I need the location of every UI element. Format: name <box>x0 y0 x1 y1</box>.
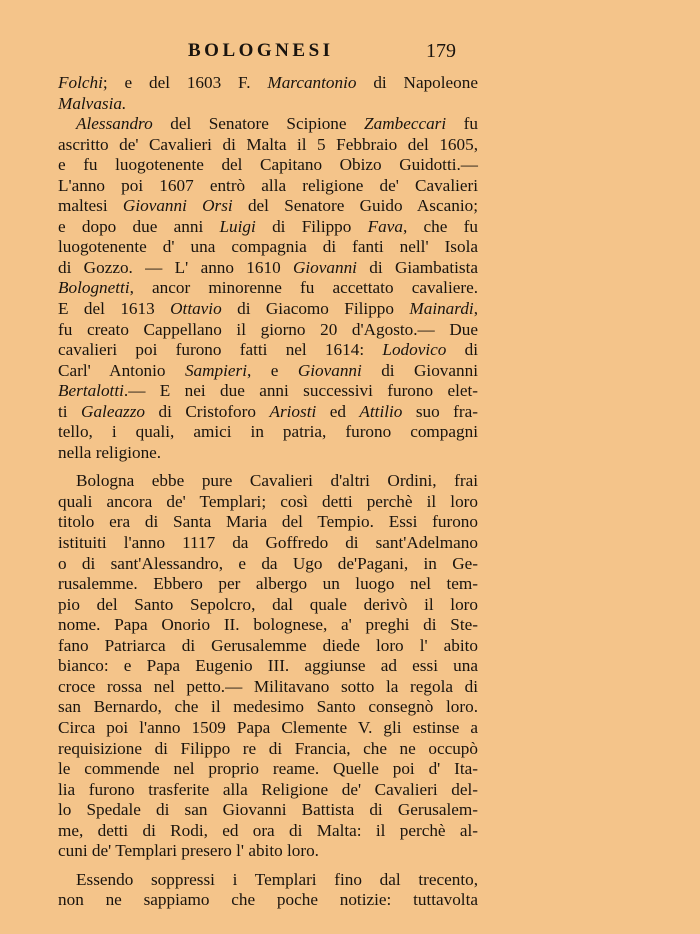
text-segment: luogotenente d' una compagnia di fanti nell' Isola <box>58 237 478 257</box>
text-segment: , e <box>247 360 298 380</box>
page-number: 179 <box>426 40 456 62</box>
text-segment: ascritto de' Cavalieri di Malta il 5 Febbraio del 1605, <box>58 134 478 154</box>
italic-name: Malvasia. <box>58 93 127 113</box>
text-line <box>58 574 478 595</box>
text-segment: croce rossa nel petto.— Militavano sotto la regola di <box>58 676 478 696</box>
page-header <box>0 40 700 68</box>
text-line <box>58 443 478 464</box>
text-segment: Bologna ebbe pure Cavalieri d'altri Ordini, frai <box>76 471 478 491</box>
italic-name: Luigi <box>219 216 256 236</box>
text-line <box>58 533 478 554</box>
text-segment: pio del Santo Sepolcro, dal quale derivò il loro <box>58 594 478 614</box>
text-line <box>58 780 478 801</box>
text-segment: fano Patriarca di Gerusalemme diede loro l' abito <box>58 635 478 655</box>
text-segment: suo fra- <box>402 401 478 421</box>
text-line <box>58 615 478 636</box>
italic-name: Giovanni <box>297 360 362 380</box>
text-segment: ed <box>316 401 360 421</box>
text-segment: , <box>473 299 478 319</box>
paragraph-gap <box>58 463 478 471</box>
text-segment: nome. Papa Onorio II. bolognese, a' preghi di Ste- <box>58 615 478 635</box>
text-line <box>58 870 478 891</box>
text-segment: quali ancora de' Templari; così detti perchè il loro <box>58 491 478 511</box>
text-line <box>58 554 478 575</box>
text-segment: lia furono trasferite alla Religione de' Cavalieri del- <box>58 779 478 799</box>
text-line <box>58 73 478 94</box>
text-line <box>58 217 478 238</box>
text-segment: del Senatore Guido Ascanio; <box>232 196 478 216</box>
italic-name: Zambeccari <box>364 114 447 134</box>
text-segment: cavalieri poi furono fatti nel 1614: <box>58 340 383 360</box>
text-line <box>58 595 478 616</box>
text-segment: ti <box>58 401 82 421</box>
text-line <box>58 512 478 533</box>
text-segment: fu creato Cappellano il giorno 20 d'Agosto.— Due <box>58 319 478 339</box>
italic-name: Ariosti <box>269 401 317 421</box>
text-line <box>58 402 478 423</box>
text-line <box>58 697 478 718</box>
text-segment: nella religione. <box>58 442 162 462</box>
text-line <box>58 320 478 341</box>
text-segment: di Cristoforo <box>145 401 270 421</box>
text-line <box>58 135 478 156</box>
text-segment: , ancor minorenne fu accettato cavaliere. <box>129 278 478 298</box>
text-segment: e fu luogotenente del Capitano Obizo Guidotti.— <box>58 155 478 175</box>
italic-name: Giovanni Orsi <box>122 196 233 216</box>
text-segment: rusalemme. Ebbero per albergo un luogo nel tem- <box>58 574 478 594</box>
text-line <box>58 196 478 217</box>
italic-name: Attilio <box>359 401 403 421</box>
text-segment: del Senatore Scipione <box>152 114 365 134</box>
italic-name: Ottavio <box>170 299 222 319</box>
text-line <box>58 381 478 402</box>
text-segment: di <box>446 340 478 360</box>
text-segment: .— E nei due anni successivi furono elet- <box>123 381 478 401</box>
text-line <box>58 821 478 842</box>
text-segment: maltesi <box>58 196 123 216</box>
text-segment: Circa poi l'anno 1509 Papa Clemente V. gli estinse a <box>58 717 478 737</box>
text-segment: , che fu <box>402 216 478 236</box>
text-line <box>58 841 478 862</box>
text-line <box>58 800 478 821</box>
italic-name: Mainardi <box>409 299 474 319</box>
text-segment: fu <box>446 114 478 134</box>
text-line <box>58 237 478 258</box>
italic-name: Alessandro <box>76 114 153 134</box>
text-segment: lo Spedale di san Giovanni Battista di Gerusalem- <box>58 800 478 820</box>
text-segment: tello, i quali, amici in patria, furono compagni <box>58 422 478 442</box>
italic-name: Sampieri <box>184 360 248 380</box>
italic-name: Giovanni <box>292 257 357 277</box>
text-segment: non ne sappiamo che poche notizie: tuttavolta <box>58 890 478 910</box>
italic-name: Marcantonio <box>267 73 357 92</box>
text-segment: o di sant'Alessandro, e da Ugo de'Pagani, in Ge- <box>58 553 478 573</box>
running-title: BOLOGNESI <box>188 40 334 61</box>
text-segment: E del 1613 <box>58 299 171 319</box>
text-line <box>58 890 478 911</box>
text-segment: istituiti l'anno 1117 da Goffredo di sant'Adelmano <box>58 533 478 553</box>
text-segment: di Giacomo Filippo <box>221 299 410 319</box>
text-segment: L'anno poi 1607 entrò alla religione de' Cavalieri <box>58 175 478 195</box>
text-line <box>58 258 478 279</box>
text-line <box>58 114 478 135</box>
text-segment: san Bernardo, che il medesimo Santo consegnò loro. <box>58 697 478 717</box>
text-line <box>58 299 478 320</box>
body-text <box>58 73 478 911</box>
text-line <box>58 636 478 657</box>
text-line <box>58 278 478 299</box>
text-line <box>58 422 478 443</box>
italic-name: Bertalotti <box>58 381 124 401</box>
text-line <box>58 759 478 780</box>
text-line <box>58 677 478 698</box>
text-segment: ; e del 1603 F. <box>102 73 268 92</box>
text-line <box>58 492 478 513</box>
paragraph-gap <box>58 862 478 870</box>
text-line <box>58 155 478 176</box>
text-line <box>58 718 478 739</box>
text-line <box>58 176 478 197</box>
text-segment: di Filippo <box>255 216 368 236</box>
text-segment: me, detti di Rodi, ed ora di Malta: il perchè al- <box>58 820 478 840</box>
text-segment: di Napoleone <box>356 73 478 92</box>
text-line <box>58 361 478 382</box>
text-line <box>58 94 478 115</box>
text-segment: di Giovanni <box>361 360 478 380</box>
text-line <box>58 656 478 677</box>
text-segment: requisizione di Filippo re di Francia, che ne occupò <box>58 738 478 758</box>
text-line <box>58 471 478 492</box>
text-segment: di Giambatista <box>356 257 479 277</box>
text-segment: e dopo due anni <box>58 216 220 236</box>
text-segment: Carl' Antonio <box>58 360 185 380</box>
text-segment: di Gozzo. — L' anno 1610 <box>58 257 293 277</box>
italic-name: Bolognetti <box>58 278 130 298</box>
text-line <box>58 340 478 361</box>
text-line <box>58 739 478 760</box>
italic-name: Galeazzo <box>81 401 146 421</box>
italic-name: Fava <box>367 216 403 236</box>
text-segment: bianco: e Papa Eugenio III. aggiunse ad essi una <box>58 656 478 676</box>
italic-name: Folchi <box>58 73 103 92</box>
text-segment: titolo era di Santa Maria del Tempio. Essi furono <box>58 512 478 532</box>
text-segment: le commende nel proprio reame. Quelle poi d' Ita- <box>58 759 478 779</box>
italic-name: Lodovico <box>382 340 447 360</box>
text-segment: Essendo soppressi i Templari fino dal trecento, <box>76 869 478 889</box>
text-segment: cuni de' Templari presero l' abito loro. <box>58 841 319 861</box>
